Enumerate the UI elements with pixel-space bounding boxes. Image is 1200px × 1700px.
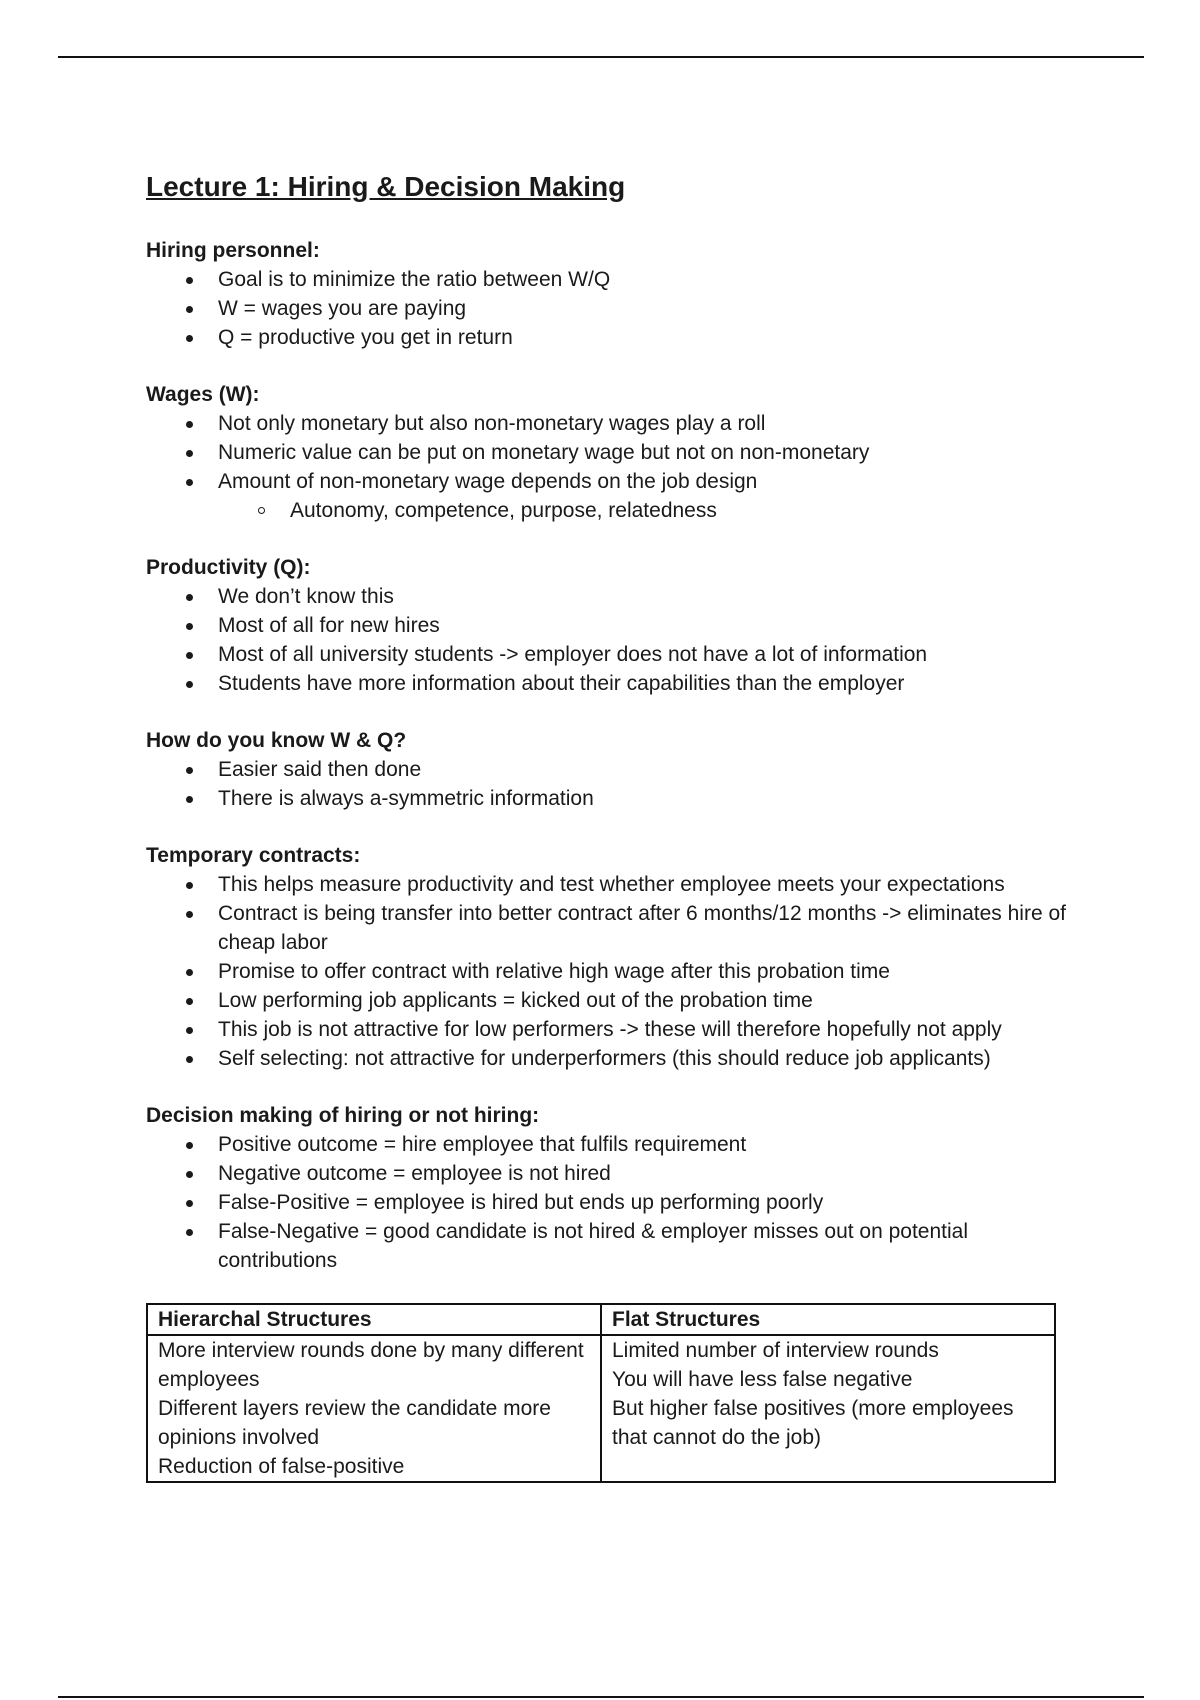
list-item-text: Most of all for new hires	[218, 614, 440, 637]
page-title: Lecture 1: Hiring & Decision Making	[146, 171, 626, 202]
list-item	[146, 755, 1066, 784]
bullet-icon	[186, 421, 193, 428]
bullet-icon	[186, 335, 193, 342]
list-item-text: This helps measure productivity and test whether employee meets your expectations	[218, 873, 1005, 896]
section-heading: How do you know W & Q?	[146, 729, 407, 752]
bullet-icon	[186, 450, 193, 457]
list-item-text: This job is not attractive for low performers -> these will therefore hopefully not apply	[218, 1018, 1002, 1041]
list-item	[146, 784, 1066, 813]
list-item-text: False-Negative = good candidate is not hired & employer misses out on potential contributions	[218, 1220, 969, 1272]
list-item-text: False-Positive = employee is hired but ends up performing poorly	[218, 1191, 824, 1214]
list-item-text: Students have more information about their capabilities than the employer	[218, 672, 905, 695]
list-item	[146, 899, 1066, 957]
list-item-text: Self selecting: not attractive for underperformers (this should reduce job applicants)	[218, 1047, 991, 1070]
cell-line: Different layers review the candidate more opinions involved	[158, 1397, 551, 1449]
list-item	[146, 265, 1066, 294]
sub-list-item	[146, 496, 1066, 525]
list-item	[146, 957, 1066, 986]
section-hiring-personnel	[146, 236, 1066, 352]
bullet-icon	[186, 882, 193, 889]
bullet-icon	[186, 623, 193, 630]
table-row	[147, 1335, 1055, 1482]
list-item-text: Negative outcome = employee is not hired	[218, 1162, 611, 1185]
list-item	[146, 1188, 1066, 1217]
list-item	[146, 294, 1066, 323]
list-item-text: Most of all university students -> employer does not have a lot of information	[218, 643, 928, 666]
list-item	[146, 669, 1066, 698]
list-item	[146, 582, 1066, 611]
bullet-list	[146, 582, 1066, 698]
list-item	[146, 467, 1066, 496]
bullet-icon	[186, 479, 193, 486]
section-productivity	[146, 553, 1066, 698]
list-item-text: Easier said then done	[218, 758, 422, 781]
bullet-icon	[186, 767, 193, 774]
bullet-icon	[186, 1056, 193, 1063]
cell-line: You will have less false negative	[612, 1368, 913, 1391]
list-item-text: Promise to offer contract with relative high wage after this probation time	[218, 960, 890, 983]
comparison-table	[146, 1303, 1056, 1483]
list-item	[146, 870, 1066, 899]
list-item-text: Positive outcome = hire employee that fulfils requirement	[218, 1133, 747, 1156]
section-heading: Wages (W):	[146, 383, 260, 406]
list-item-text: There is always a-symmetric information	[218, 787, 594, 810]
bullet-list	[146, 409, 1066, 496]
list-item-text: Goal is to minimize the ratio between W/Q	[218, 268, 611, 291]
document-body	[146, 170, 1066, 1483]
list-item-text: Not only monetary but also non-monetary wages play a roll	[218, 412, 766, 435]
sub-bullet-list	[146, 496, 1066, 525]
list-item-text: Q = productive you get in return	[218, 326, 513, 349]
section-heading: Hiring personnel:	[146, 239, 320, 262]
bullet-icon	[186, 277, 193, 284]
top-rule	[58, 56, 1144, 58]
section-temporary-contracts	[146, 841, 1066, 1073]
bullet-icon	[186, 1171, 193, 1178]
list-item	[146, 640, 1066, 669]
list-item	[146, 1159, 1066, 1188]
list-item	[146, 438, 1066, 467]
bullet-icon	[186, 1229, 193, 1236]
cell-line: Reduction of false-positive	[158, 1455, 405, 1478]
table-header-hierarchal: Hierarchal Structures	[147, 1304, 601, 1335]
list-item	[146, 1044, 1066, 1073]
list-item	[146, 986, 1066, 1015]
cell-line: Limited number of interview rounds	[612, 1339, 939, 1362]
list-item	[146, 409, 1066, 438]
bullet-icon	[186, 681, 193, 688]
bullet-icon	[186, 1027, 193, 1034]
bullet-icon	[186, 594, 193, 601]
table-cell-hierarchal	[147, 1335, 601, 1482]
section-wages	[146, 380, 1066, 525]
list-item	[146, 323, 1066, 352]
bullet-icon	[186, 796, 193, 803]
list-item	[146, 611, 1066, 640]
table-header-row	[147, 1304, 1055, 1335]
list-item-text: Contract is being transfer into better contract after 6 months/12 months -> eliminates hire of cheap labor	[218, 902, 1066, 954]
cell-line: More interview rounds done by many different employees	[158, 1339, 584, 1391]
bullet-icon	[186, 969, 193, 976]
list-item-text: We don’t know this	[218, 585, 394, 608]
bullet-list	[146, 755, 1066, 813]
section-heading: Productivity (Q):	[146, 556, 311, 579]
section-decision-making	[146, 1101, 1066, 1275]
bullet-icon	[186, 652, 193, 659]
list-item-text: Low performing job applicants = kicked out of the probation time	[218, 989, 813, 1012]
list-item	[146, 1015, 1066, 1044]
sub-list-item-text: Autonomy, competence, purpose, relatedness	[290, 499, 717, 522]
bullet-list	[146, 870, 1066, 1073]
list-item-text: Amount of non-monetary wage depends on the job design	[218, 470, 758, 493]
section-heading: Temporary contracts:	[146, 844, 361, 867]
bottom-rule	[58, 1696, 1144, 1698]
hollow-bullet-icon	[258, 507, 265, 514]
list-item	[146, 1130, 1066, 1159]
cell-line: But higher false positives (more employees that cannot do the job)	[612, 1397, 1014, 1449]
bullet-icon	[186, 911, 193, 918]
list-item-text: Numeric value can be put on monetary wage but not on non-monetary	[218, 441, 870, 464]
bullet-icon	[186, 1142, 193, 1149]
list-item	[146, 1217, 1066, 1275]
table-header-flat: Flat Structures	[601, 1304, 1055, 1335]
section-know-w-q	[146, 726, 1066, 813]
bullet-icon	[186, 306, 193, 313]
bullet-icon	[186, 1200, 193, 1207]
bullet-icon	[186, 998, 193, 1005]
bullet-list	[146, 1130, 1066, 1275]
bullet-list	[146, 265, 1066, 352]
list-item-text: W = wages you are paying	[218, 297, 467, 320]
section-heading: Decision making of hiring or not hiring:	[146, 1104, 540, 1127]
table-cell-flat	[601, 1335, 1055, 1482]
